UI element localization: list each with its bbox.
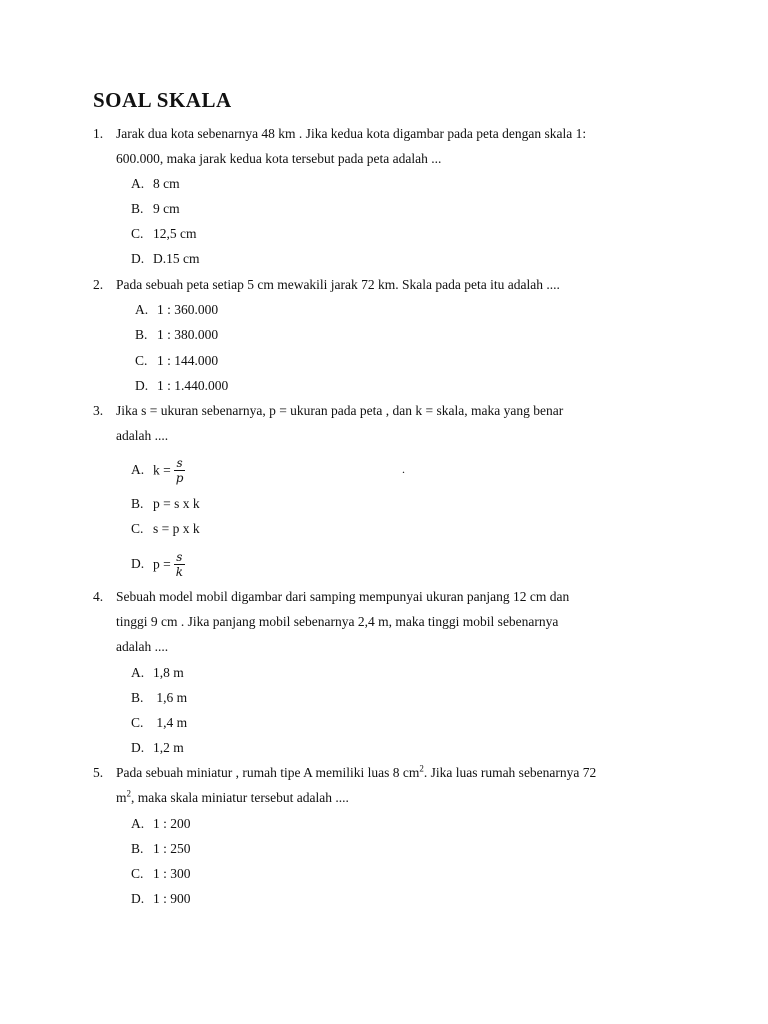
option-letter: D. (135, 378, 149, 393)
option-letter: A. (131, 665, 145, 680)
fraction-numerator: s (174, 456, 186, 471)
option-text: 1,6 m (153, 690, 188, 705)
superscript: 2 (419, 763, 424, 774)
option-letter: A. (131, 816, 145, 831)
option-text: 1 : 900 (153, 891, 191, 906)
question-text (116, 272, 674, 297)
question-number: 5. (93, 765, 104, 780)
fraction-numerator: s (174, 550, 185, 565)
option-text: 9 cm (153, 201, 180, 216)
superscript: 2 (126, 788, 132, 799)
fraction (174, 550, 185, 579)
option-text: 1,8 m (153, 665, 184, 680)
option-text: 1,2 m (153, 740, 184, 755)
option-text: 1 : 1.440.000 (157, 378, 229, 393)
question-line: adalah .... (116, 428, 169, 443)
option-formula (153, 457, 185, 486)
question-number: 4. (93, 589, 104, 604)
option-letter: C. (131, 866, 144, 881)
option-letter: A. (135, 302, 149, 317)
option-letter: B. (131, 690, 144, 705)
option-text: s = p x k (153, 521, 200, 536)
stray-mark: . (402, 462, 405, 476)
question-number: 1. (93, 126, 104, 141)
option-text: 12,5 cm (153, 226, 197, 241)
option-text: 1 : 380.000 (157, 327, 219, 342)
option-text: 1,4 m (153, 715, 188, 730)
option-letter: A. (131, 462, 145, 477)
question-text (116, 584, 674, 659)
option-formula (153, 551, 185, 580)
question-line (116, 760, 674, 785)
option-letter: D. (131, 251, 145, 266)
option-text: p = s x k (153, 496, 200, 511)
fraction-denominator: k (175, 565, 184, 579)
option-text: 1 : 200 (153, 816, 191, 831)
question-line: tinggi 9 cm . Jika panjang mobil sebenarnya 2,4 m, maka tinggi mobil sebenarnya (116, 614, 559, 629)
option-text: 1 : 144.000 (157, 353, 219, 368)
page-title: SOAL SKALA (93, 88, 232, 112)
option-text: k = (153, 462, 171, 478)
option-letter: B. (135, 327, 148, 342)
question-number: 3. (93, 403, 104, 418)
question-line: adalah .... (116, 639, 169, 654)
option-letter: A. (131, 176, 145, 191)
option-text: 1 : 360.000 (157, 302, 219, 317)
question-text (116, 760, 674, 810)
option-letter: D. (131, 740, 145, 755)
text-run: . Jika luas rumah sebenarnya 72 (423, 765, 597, 780)
option-letter: B. (131, 841, 144, 856)
question-text (116, 121, 674, 171)
fraction (174, 456, 186, 485)
option-text: 1 : 250 (153, 841, 191, 856)
question-line (116, 785, 674, 810)
fraction-denominator: p (175, 471, 184, 485)
option-text: D.15 cm (153, 251, 200, 266)
option-letter: C. (135, 353, 148, 368)
text-run: , maka skala miniatur tersebut adalah .... (131, 790, 349, 805)
question-line: 600.000, maka jarak kedua kota tersebut pada peta adalah ... (116, 151, 442, 166)
option-letter: D. (131, 891, 145, 906)
question-line: Jarak dua kota sebenarnya 48 km . Jika kedua kota digambar pada peta dengan skala 1: (116, 126, 587, 141)
option-text: 8 cm (153, 176, 180, 191)
option-letter: C. (131, 521, 144, 536)
question-number: 2. (93, 277, 104, 292)
option-letter: B. (131, 496, 144, 511)
text-run: Pada sebuah miniatur , rumah tipe A memiliki luas 8 cm (116, 765, 420, 780)
option-letter: B. (131, 201, 144, 216)
question-line: Sebuah model mobil digambar dari samping mempunyai ukuran panjang 12 cm dan (116, 589, 570, 604)
option-letter: C. (131, 715, 144, 730)
option-letter: D. (131, 556, 145, 571)
question-text (116, 398, 674, 448)
question-line: Pada sebuah peta setiap 5 cm mewakili jarak 72 km. Skala pada peta itu adalah .... (116, 277, 560, 292)
option-text: p = (153, 556, 171, 572)
option-letter: C. (131, 226, 144, 241)
question-line: Jika s = ukuran sebenarnya, p = ukuran pada peta , dan k = skala, maka yang benar (116, 403, 564, 418)
option-text: 1 : 300 (153, 866, 191, 881)
text-run: m (116, 790, 127, 805)
